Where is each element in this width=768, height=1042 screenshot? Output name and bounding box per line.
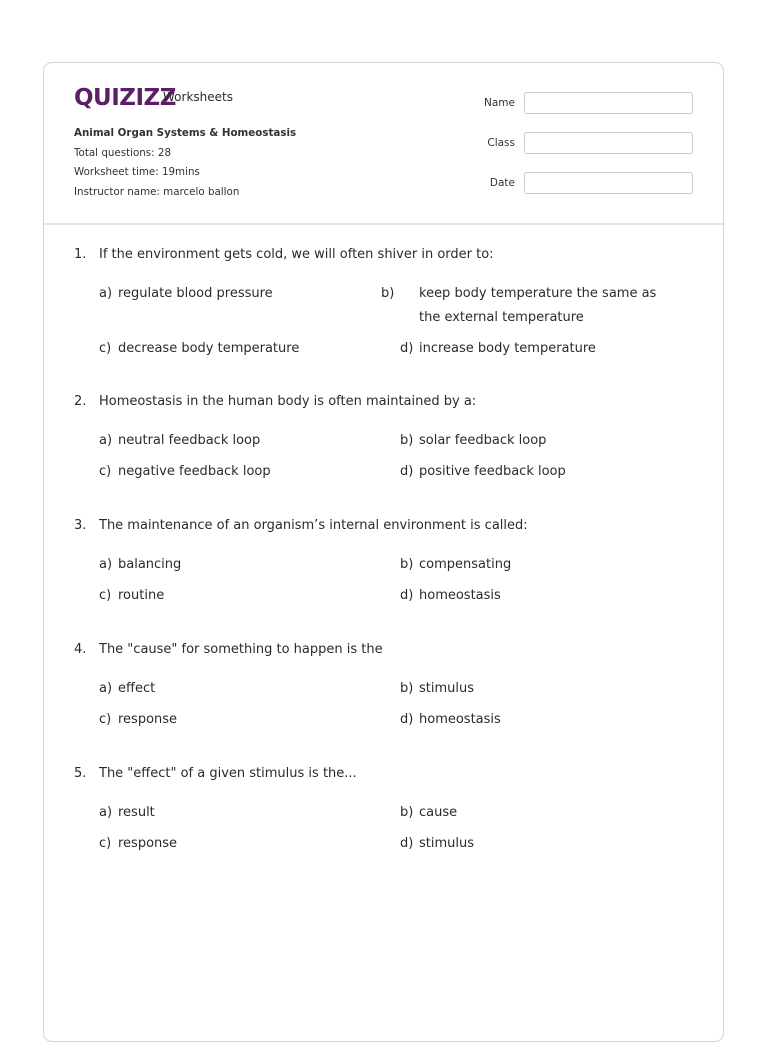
question-text (74, 642, 694, 660)
option-letter: d) (400, 588, 414, 603)
option-text: response (118, 836, 178, 851)
option-text: balancing (118, 557, 182, 572)
question-3 (74, 518, 694, 603)
question-number: 5. (74, 766, 87, 781)
option-text: homeostasis (419, 712, 501, 727)
option-c (99, 584, 164, 608)
name-field-row (484, 91, 693, 115)
option-text: keep body temperature the same as the external temperature (419, 286, 657, 325)
option-d (400, 832, 474, 856)
option-text: increase body temperature (419, 341, 596, 356)
option-text: stimulus (419, 836, 475, 851)
quizizz-logo: QUIZIZZ (74, 85, 176, 111)
option-letter: a) (99, 681, 113, 696)
question-text (74, 518, 694, 536)
option-a (99, 282, 273, 306)
option-b (400, 801, 457, 825)
option-letter: c) (99, 588, 112, 603)
option-text: decrease body temperature (118, 341, 300, 356)
option-b (400, 429, 546, 453)
option-d (400, 584, 501, 608)
option-text: neutral feedback loop (118, 433, 261, 448)
option-letter: a) (99, 805, 113, 820)
option-c (99, 708, 177, 732)
class-field-row (484, 131, 693, 155)
class-label: Class (487, 137, 515, 149)
option-letter: b) (400, 433, 414, 448)
option-text: response (118, 712, 178, 727)
option-b (381, 282, 669, 330)
option-a (99, 429, 260, 453)
option-text: compensating (419, 557, 512, 572)
option-text: solar feedback loop (419, 433, 547, 448)
worksheet-meta (74, 124, 296, 202)
option-text: result (118, 805, 155, 820)
option-text: effect (118, 681, 156, 696)
student-fields (484, 91, 693, 211)
class-field[interactable] (524, 132, 693, 154)
option-d (400, 708, 501, 732)
option-b (400, 553, 511, 577)
name-label: Name (484, 97, 515, 109)
option-letter: a) (99, 557, 113, 572)
logo-suffix: Worksheets (163, 90, 233, 104)
option-b (400, 677, 474, 701)
worksheet-page (43, 62, 724, 1042)
option-a (99, 677, 155, 701)
option-d (400, 460, 566, 484)
question-number: 4. (74, 642, 87, 657)
option-d (400, 337, 596, 361)
option-letter: d) (400, 712, 414, 727)
question-text (74, 394, 694, 412)
option-letter: b) (400, 557, 414, 572)
option-text: negative feedback loop (118, 464, 271, 479)
question-number: 1. (74, 247, 87, 262)
option-text: regulate blood pressure (118, 286, 273, 301)
question-prompt: If the environment gets cold, we will often shiver in order to: (99, 247, 494, 262)
option-letter: a) (99, 433, 113, 448)
worksheet-title: Animal Organ Systems & Homeostasis (74, 127, 297, 139)
option-a (99, 801, 155, 825)
option-letter: d) (400, 836, 414, 851)
option-c (99, 460, 271, 484)
question-prompt: The "cause" for something to happen is the (99, 642, 383, 657)
option-a (99, 553, 181, 577)
option-text: positive feedback loop (419, 464, 566, 479)
option-c (99, 832, 177, 856)
question-text (74, 247, 694, 265)
date-field-row (484, 171, 693, 195)
option-text: stimulus (419, 681, 475, 696)
option-text: homeostasis (419, 588, 501, 603)
worksheet-header (44, 63, 723, 225)
option-text: routine (118, 588, 165, 603)
option-letter: d) (400, 341, 414, 356)
option-c (99, 337, 299, 361)
question-1 (74, 247, 694, 356)
date-label: Date (489, 177, 515, 189)
question-prompt: The "effect" of a given stimulus is the... (99, 766, 357, 781)
total-questions: Total questions: 28 (74, 146, 172, 159)
option-letter: a) (99, 286, 113, 301)
question-prompt: The maintenance of an organism’s internal environment is called: (99, 518, 528, 533)
question-number: 2. (74, 394, 87, 409)
worksheet-time: Worksheet time: 19mins (74, 166, 200, 178)
question-text (74, 766, 694, 784)
option-letter: b) (381, 286, 395, 301)
name-field[interactable] (524, 92, 693, 114)
date-field[interactable] (524, 172, 693, 194)
option-letter: b) (400, 681, 414, 696)
question-5 (74, 766, 694, 851)
question-number: 3. (74, 518, 87, 533)
option-letter: c) (99, 712, 112, 727)
instructor-name: Instructor name: marcelo ballon (74, 185, 240, 198)
option-letter: d) (400, 464, 414, 479)
question-2 (74, 394, 694, 479)
option-text: cause (419, 805, 458, 820)
option-letter: c) (99, 341, 112, 356)
question-4 (74, 642, 694, 727)
option-letter: c) (99, 836, 112, 851)
question-prompt: Homeostasis in the human body is often maintained by a: (99, 394, 477, 409)
option-letter: c) (99, 464, 112, 479)
option-letter: b) (400, 805, 414, 820)
